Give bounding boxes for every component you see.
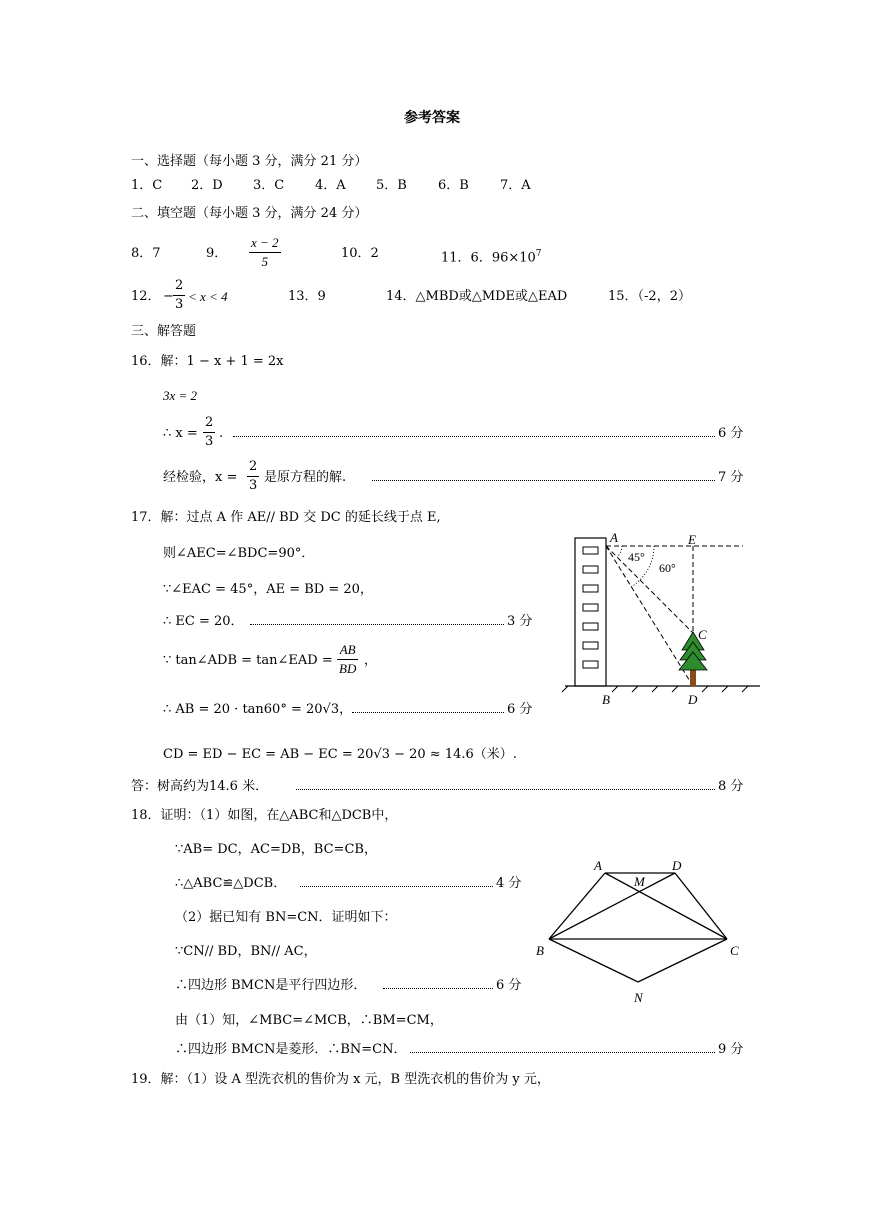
q17-line5-pre: ∵ tan∠ADB = tan∠EAD = <box>163 653 333 668</box>
q16-line1: 16．解：1 − x + 1 = 2x <box>131 354 284 369</box>
q17-line4: ∴ EC = 20． <box>163 614 244 629</box>
building-window <box>583 661 598 668</box>
q16-line3-pre: ∴ x = <box>163 426 198 441</box>
q18-figure <box>530 855 750 1010</box>
dotted-leader <box>300 886 493 887</box>
q17-answer: 答：树高约为14.6 米． <box>131 779 269 794</box>
q17-line6: ∴ AB = 20 · tan60° = 20√3， <box>163 702 353 717</box>
q16-line4-fraction <box>247 458 259 495</box>
dotted-leader <box>233 436 715 437</box>
angle-arc-45 <box>617 546 622 557</box>
fill-answer-8: 8．7 <box>131 246 161 261</box>
score-label: 8 分 <box>718 779 744 794</box>
fraction-numerator: 2 <box>203 414 215 433</box>
q19-line1: 19．解：（1）设 A 型洗衣机的售价为 x 元，B 型洗衣机的售价为 y 元， <box>131 1072 550 1087</box>
score-label: 4 分 <box>496 876 522 891</box>
label-C: C <box>698 627 707 642</box>
choice-answer: 7．A <box>500 178 531 193</box>
fill-answer-14: 14．△MBD或△MDE或△EAD <box>386 289 568 304</box>
fraction-denominator: 3 <box>205 434 214 449</box>
score-label: 6 分 <box>718 426 744 441</box>
dotted-leader <box>410 1052 715 1053</box>
segment-BD <box>549 873 675 939</box>
fill-answer-11-base: 11．6．96×10 <box>441 250 536 266</box>
label-B: B <box>602 692 610 707</box>
q16-line3-post: . <box>219 426 224 441</box>
fraction-denominator: 3 <box>249 478 258 493</box>
q16-line3-fraction <box>203 414 215 451</box>
fill-answer-13: 13．9 <box>288 289 326 304</box>
fraction-denominator: BD <box>339 661 357 676</box>
segment-AC <box>605 873 727 939</box>
choice-answer: 6．B <box>438 178 469 193</box>
fill-answer-9-label: 9． <box>206 246 228 261</box>
fill-answer-12-neg: − <box>163 289 174 304</box>
segment-DC <box>675 873 727 939</box>
segment-BN <box>549 939 638 982</box>
label-D: D <box>672 858 682 873</box>
dotted-leader <box>296 789 715 790</box>
label-angle-45: 45° <box>628 550 645 564</box>
q17-line2: 则∠AEC=∠BDC=90°． <box>163 546 315 561</box>
dotted-leader <box>372 480 715 481</box>
q18-line7: 由（1）知，∠MBC=∠MCB，∴BM=CM， <box>175 1013 443 1028</box>
q16-line4-pre: 经检验，x = <box>163 470 238 485</box>
fraction-numerator: 2 <box>247 458 259 477</box>
label-B: B <box>536 943 544 958</box>
score-label: 7 分 <box>718 470 744 485</box>
section3-heading: 三、解答题 <box>131 324 197 339</box>
segment-BA <box>549 873 605 939</box>
label-M: M <box>634 874 645 889</box>
fill-answer-12-fraction <box>173 277 185 314</box>
fill-answer-15: 15．（-2，2） <box>608 289 691 304</box>
q17-line3: ∵∠EAC = 45°，AE = BD = 20， <box>163 582 373 597</box>
building-window <box>583 604 598 611</box>
q18-line8: ∴四边形 BMCN是菱形．∴BN=CN． <box>175 1042 407 1057</box>
label-N: N <box>634 990 643 1005</box>
building-window <box>583 566 598 573</box>
q18-line2: ∵AB= DC，AC=DB，BC=CB， <box>175 842 377 857</box>
q17-figure <box>560 528 765 713</box>
label-A: A <box>594 858 602 873</box>
fill-answer-12-rest: < x < 4 <box>188 289 228 304</box>
fraction-denominator: 3 <box>175 297 184 312</box>
q18-line4: （2）据已知有 BN=CN．证明如下： <box>175 910 397 925</box>
fraction-denominator: 5 <box>261 254 269 269</box>
fraction-numerator: x − 2 <box>249 234 281 253</box>
fill-answer-11 <box>441 245 542 267</box>
building <box>575 538 606 686</box>
choice-answer: 3．C <box>253 178 285 193</box>
q18-line6: ∴四边形 BMCN是平行四边形． <box>175 978 367 993</box>
building-window <box>583 642 598 649</box>
score-label: 6 分 <box>496 978 522 993</box>
building-window <box>583 585 598 592</box>
line-AC <box>606 546 693 633</box>
segment-NC <box>638 939 727 982</box>
q18-line3: ∴△ABC≌△DCB． <box>175 876 287 891</box>
building-window <box>583 547 598 554</box>
fill-answer-10: 10．2 <box>341 246 379 261</box>
section2-heading: 二、填空题（每小题 3 分，满分 24 分） <box>131 206 368 221</box>
fill-answer-11-exponent: 7 <box>535 249 542 259</box>
fraction-numerator: 2 <box>173 277 185 296</box>
label-angle-60: 60° <box>659 561 676 575</box>
ground-hatching <box>562 686 748 692</box>
score-label: 9 分 <box>718 1042 744 1057</box>
q16-line2: 3x = 2 <box>163 388 198 403</box>
dotted-leader <box>383 988 493 989</box>
building-window <box>583 623 598 630</box>
label-C: C <box>730 943 739 958</box>
q17-line7: CD = ED − EC = AB − EC = 20√3 − 20 ≈ 14.6（米）. <box>163 747 517 762</box>
score-label: 6 分 <box>507 702 533 717</box>
q18-line1: 18．证明：（1）如图，在△ABC和△DCB中， <box>131 808 398 823</box>
choice-answer: 5．B <box>376 178 407 193</box>
dotted-leader <box>352 712 504 713</box>
dotted-leader <box>250 624 504 625</box>
choice-answer: 4．A <box>315 178 346 193</box>
q16-line4-post: 是原方程的解. <box>264 470 347 485</box>
q17-line5-post: ， <box>364 653 378 668</box>
q18-line5: ∵CN// BD，BN// AC， <box>175 944 317 959</box>
label-A: A <box>610 530 618 545</box>
label-D: D <box>688 692 698 707</box>
label-E: E <box>688 532 696 547</box>
fill-answer-9-fraction <box>249 234 281 271</box>
choice-answer: 1．C <box>131 178 163 193</box>
fill-answer-12-label: 12． <box>131 289 161 304</box>
score-label: 3 分 <box>507 614 533 629</box>
fraction-numerator: AB <box>337 641 358 660</box>
section1-heading: 一、选择题（每小题 3 分，满分 21 分） <box>131 154 368 169</box>
page-title: 参考答案 <box>404 110 460 126</box>
q17-line5-fraction <box>337 641 358 678</box>
q17-line1: 17．解：过点 A 作 AE// BD 交 DC 的延长线于点 E, <box>131 510 441 525</box>
choice-answer: 2．D <box>191 178 223 193</box>
